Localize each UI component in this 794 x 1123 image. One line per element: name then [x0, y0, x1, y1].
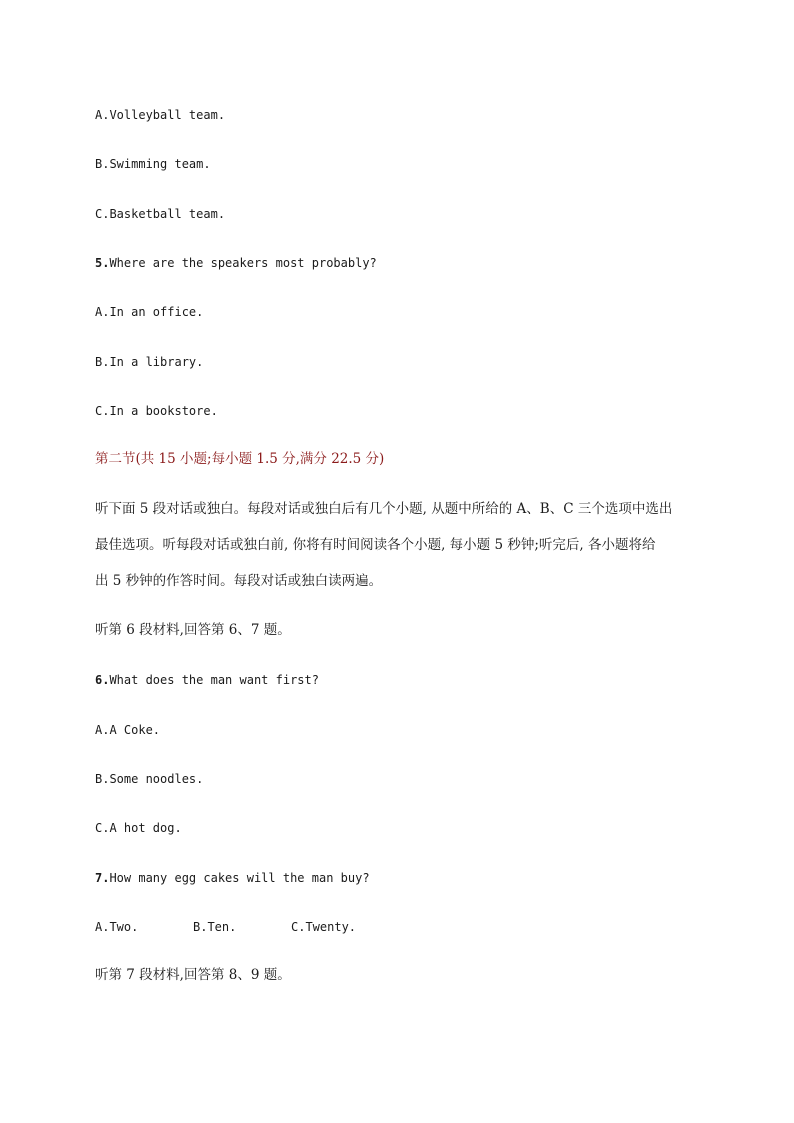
q6-number: 6.: [95, 673, 110, 687]
q7-question: How many egg cakes will the man buy?: [109, 871, 370, 885]
q5-question-line: [95, 255, 377, 271]
q6-question: What does the man want first?: [109, 673, 319, 687]
q4-option-c: C.Basketball team.: [95, 207, 226, 221]
q7-question-line: [95, 870, 370, 886]
material6-heading: 听第 6 段材料,回答第 6、7 题。: [95, 622, 291, 638]
q5-question: Where are the speakers most probably?: [109, 256, 377, 270]
q7-option-b: B.Ten.: [193, 920, 237, 934]
q7-option-c: C.Twenty.: [291, 920, 357, 934]
q7-options-row: [95, 919, 356, 935]
q7-option-a: A.Two.: [95, 920, 139, 934]
q4-option-b: B.Swimming team.: [95, 157, 211, 171]
section2-instructions-line1: 听下面 5 段对话或独白。每段对话或独白后有几个小题, 从题中所给的 A、B、C 三个选项中选出: [95, 501, 673, 517]
section2-instructions-line3: 出 5 秒钟的作答时间。每段对话或独白读两遍。: [95, 573, 383, 589]
q5-option-b: B.In a library.: [95, 355, 204, 369]
q5-option-a: A.In an office.: [95, 305, 204, 319]
q6-question-line: [95, 672, 319, 688]
q4-option-a: A.Volleyball team.: [95, 108, 226, 122]
q7-number: 7.: [95, 871, 110, 885]
material7-heading: 听第 7 段材料,回答第 8、9 题。: [95, 967, 291, 983]
q6-option-a: A.A Coke.: [95, 723, 161, 737]
section2-title: 第二节(共 15 小题;每小题 1.5 分,满分 22.5 分): [95, 451, 385, 467]
q6-option-c: C.A hot dog.: [95, 821, 182, 835]
q5-number: 5.: [95, 256, 110, 270]
q6-option-b: B.Some noodles.: [95, 772, 204, 786]
q5-option-c: C.In a bookstore.: [95, 404, 218, 418]
section2-instructions-line2: 最佳选项。听每段对话或独白前, 你将有时间阅读各个小题, 每小题 5 秒钟;听完后, 各小题将给: [95, 537, 656, 553]
